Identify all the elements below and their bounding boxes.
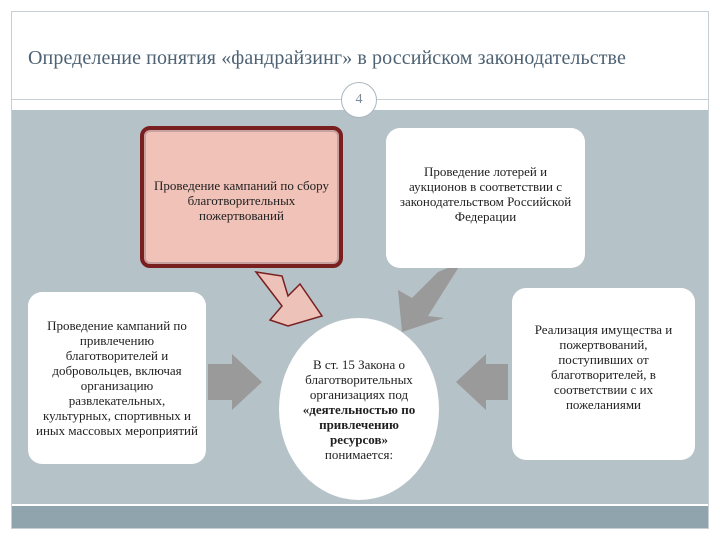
page-number-badge: 4 — [341, 82, 377, 118]
activity-label-donation-campaigns: Проведение кампаний по сбору благотворительных пожертвований — [154, 178, 329, 223]
definition-suffix: понимается: — [324, 446, 394, 462]
definition-term: «деятельностью по привлечению ресурсов» — [302, 401, 416, 447]
activity-label-lotteries: Проведение лотерей и аукционов в соответствии с законодательством Российской Федерации — [399, 164, 572, 224]
activity-box-donation-campaigns — [140, 126, 343, 268]
arrow-from-left — [208, 354, 262, 410]
activity-box-lotteries — [386, 128, 585, 268]
activity-label-property-sale: Реализация имущества и пожертвований, поступивших от благотворителей, в соответствии с их пожеланиями — [534, 322, 673, 412]
slide-title: Определение понятия «фандрайзинг» в российском законодательстве — [28, 47, 626, 69]
central-definition-circle — [279, 318, 439, 500]
arrow-from-right — [456, 354, 508, 410]
arrow-from-top-right — [398, 262, 462, 332]
definition-prefix: В ст. 15 Закона о благотворительных организациях под — [305, 356, 413, 402]
arrow-from-top-left — [256, 272, 322, 326]
activity-label-volunteer-campaigns: Проведение кампаний по привлечению благотворителей и добровольцев, включая организацию развлекательных, культурных, спортивных и иных массовых мероприятий — [36, 318, 198, 438]
activity-box-property-sale — [512, 288, 695, 460]
activity-box-volunteer-campaigns — [28, 292, 206, 464]
